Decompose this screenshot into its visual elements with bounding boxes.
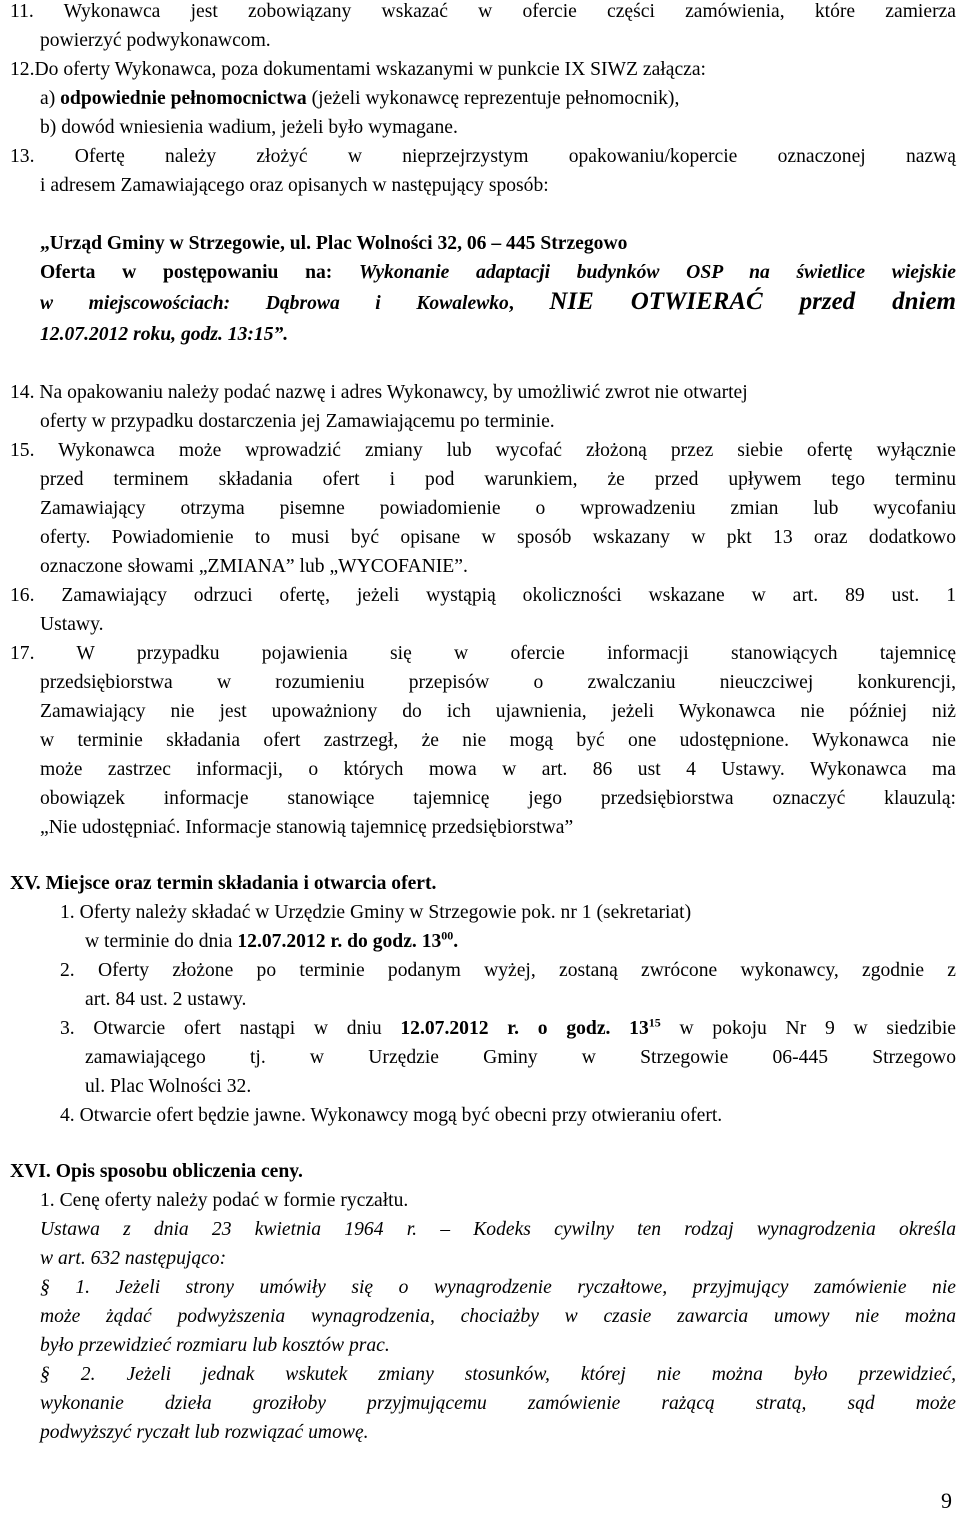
item-12-lead: 12.Do oferty Wykonawca, poza dokumentami wskazanymi w punkcie IX SIWZ załącza: bbox=[10, 59, 706, 80]
item-15-line-1: 15. Wykonawca może wprowadzić zmiany lub wycofać złożoną przez siebie ofertę wyłącznie bbox=[10, 440, 956, 461]
xv-item-4: 4. Otwarcie ofert będzie jawne. Wykonawcy mogą być obecni przy otwieraniu ofert. bbox=[60, 1105, 723, 1126]
xv-item-1-line-1: 1. Oferty należy składać w Urzędzie Gminy w Strzegowie pok. nr 1 (sekretariat) bbox=[60, 902, 692, 923]
paragraph-2-line-3: podwyższyć ryczałt lub rozwiązać umowę. bbox=[40, 1422, 369, 1443]
xv-item-2-line-1: 2. Oferty złożone po terminie podanym wyżej, zostaną zwrócone wykonawcy, zgodnie z bbox=[60, 960, 956, 981]
item-14-line-2: oferty w przypadku dostarczenia jej Zamawiającemu po terminie. bbox=[40, 411, 555, 432]
civil-code-intro-line-2: w art. 632 następująco: bbox=[40, 1248, 227, 1269]
item-15-line-3: Zamawiający otrzyma pisemne powiadomienie o wprowadzeniu zmian lub wycofaniu bbox=[40, 498, 956, 519]
xv-item-3-line-3: ul. Plac Wolności 32. bbox=[85, 1076, 252, 1097]
page-number: 9 bbox=[941, 1488, 952, 1513]
item-15-line-5: oznaczone słowami „ZMIANA” lub „WYCOFANIE”. bbox=[40, 556, 468, 577]
item-17-line-4: w terminie składania ofert zastrzegł, że nie mogą być one udostępnione. Wykonawca nie bbox=[40, 730, 956, 751]
item-16-line-1: 16. Zamawiający odrzuci ofertę, jeżeli wystąpią okoliczności wskazane w art. 89 ust. 1 bbox=[10, 585, 956, 606]
paragraph-2-line-1: § 2. Jeżeli jednak wskutek zmiany stosunków, której nie można było przewidzieć, bbox=[40, 1364, 956, 1385]
item-12-a: a) odpowiednie pełnomocnictwa (jeżeli wykonawcę reprezentuje pełnomocnik), bbox=[40, 88, 680, 109]
item-14-line-1: 14. Na opakowaniu należy podać nazwę i adres Wykonawcy, by umożliwić zwrot nie otwartej bbox=[10, 382, 748, 403]
xv-item-2-line-2: art. 84 ust. 2 ustawy. bbox=[85, 989, 247, 1010]
item-13-line-2: i adresem Zamawiającego oraz opisanych w następujący sposób: bbox=[40, 175, 549, 196]
item-17-line-6: obowiązek informacje stanowiące tajemnicę jego przedsiębiorstwa oznaczyć klauzulą: bbox=[40, 788, 956, 809]
section-xv-heading: XV. Miejsce oraz termin składania i otwarcia ofert. bbox=[10, 873, 437, 894]
civil-code-intro-line-1: Ustawa z dnia 23 kwietnia 1964 r. – Kodeks cywilny ten rodzaj wynagrodzenia określa bbox=[40, 1219, 956, 1240]
paragraph-1-line-3: było przewidzieć rozmiaru lub kosztów prac. bbox=[40, 1335, 390, 1356]
item-11-line-1: 11. Wykonawca jest zobowiązany wskazać w ofercie części zamówienia, które zamierza bbox=[10, 1, 956, 22]
item-17-line-2: przedsiębiorstwa w rozumieniu przepisów o zwalczaniu nieuczciwej konkurencji, bbox=[40, 672, 956, 693]
item-17-line-7: „Nie udostępniać. Informacje stanowią tajemnicę przedsiębiorstwa” bbox=[40, 817, 574, 838]
item-15-line-4: oferty. Powiadomienie to musi być opisane w sposób wskazany w pkt 13 oraz dodatkowo bbox=[40, 527, 956, 548]
envelope-locations: w miejscowościach: Dąbrowa i Kowalewko, NIE OTWIERAĆ przed dniem bbox=[40, 288, 957, 315]
xv-item-1-line-2: w terminie do dnia 12.07.2012 r. do godz. $13^{00}$. bbox=[85, 928, 459, 952]
item-15-line-2: przed terminem składania ofert i pod warunkiem, że przed upływem tego terminu bbox=[40, 469, 956, 490]
item-17-line-3: Zamawiający nie jest upoważniony do ich ujawnienia, jeżeli Wykonawca nie później niż bbox=[40, 701, 956, 722]
xv-item-3-line-1: 3. Otwarcie ofert nastąpi w dniu 12.07.2012 r. o godz. $13^{15}$ w pokoju Nr 9 w siedzibie bbox=[60, 1015, 957, 1039]
envelope-address: „Urząd Gminy w Strzegowie, ul. Plac Wolności 32, 06 – 445 Strzegowo bbox=[40, 233, 628, 254]
paragraph-1-line-2: może żądać podwyższenia wynagrodzenia, chociażby w czasie zawarcia umowy nie można bbox=[40, 1306, 956, 1327]
section-xvi-heading: XVI. Opis sposobu obliczenia ceny. bbox=[10, 1161, 303, 1182]
paragraph-1-line-1: § 1. Jeżeli strony umówiły się o wynagrodzenie ryczałtowe, przyjmujący zamówienie nie bbox=[40, 1277, 956, 1298]
envelope-date: 12.07.2012 roku, godz. 13:15”. bbox=[40, 324, 289, 345]
envelope-subject: Oferta w postępowaniu na: Wykonanie adaptacji budynków OSP na świetlice wiejskie bbox=[40, 262, 956, 283]
xv-item-3-line-2: zamawiającego tj. w Urzędzie Gminy w Strzegowie 06-445 Strzegowo bbox=[85, 1047, 956, 1068]
item-16-line-2: Ustawy. bbox=[40, 614, 104, 635]
item-17-line-5: może zastrzec informacji, o których mowa w art. 86 ust 4 Ustawy. Wykonawca ma bbox=[40, 759, 956, 780]
item-12-b: b) dowód wniesienia wadium, jeżeli było wymagane. bbox=[40, 117, 458, 138]
item-13-line-1: 13. Ofertę należy złożyć w nieprzejrzystym opakowaniu/kopercie oznaczonej nazwą bbox=[10, 146, 957, 167]
item-17-line-1: 17. W przypadku pojawienia się w ofercie informacji stanowiących tajemnicę bbox=[10, 643, 957, 664]
item-11-line-2: powierzyć podwykonawcom. bbox=[40, 30, 271, 51]
paragraph-2-line-2: wykonanie dzieła groziłoby przyjmującemu zamówienie rażącą stratą, sąd może bbox=[40, 1393, 956, 1414]
xvi-item-1: 1. Cenę oferty należy podać w formie ryczałtu. bbox=[40, 1190, 409, 1211]
